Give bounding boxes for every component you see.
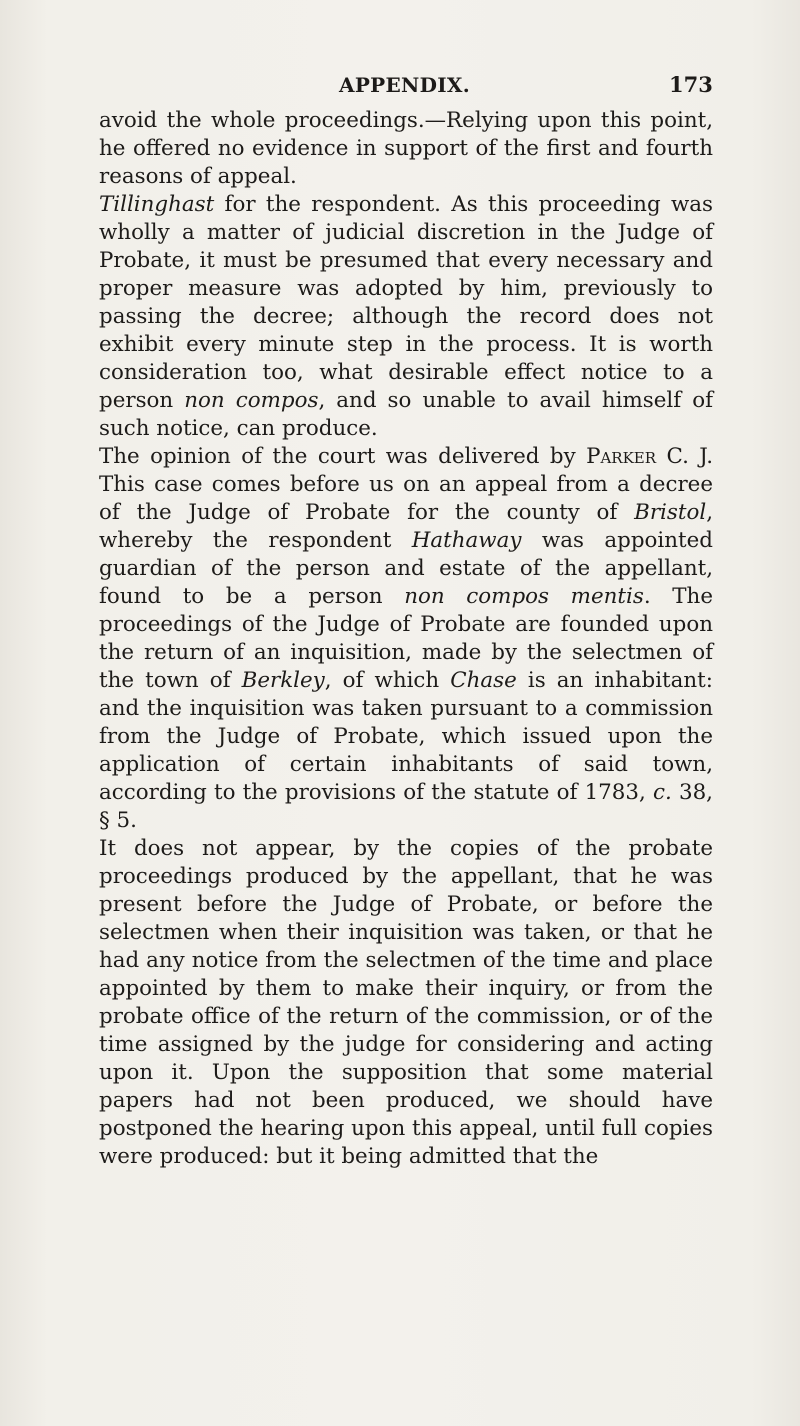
- paragraph-2: [99, 191, 713, 443]
- text-segment: C. J. This case comes before us on an appeal from a decree of the Judge of Probate for the county of: [99, 444, 713, 525]
- italic-term: non compos mentis: [404, 584, 644, 609]
- italic-abbrev: c.: [653, 780, 672, 805]
- text-segment: The opinion of the court was delivered by: [99, 444, 587, 469]
- paragraph-1: [99, 107, 713, 191]
- text-segment: , whereby the respondent: [99, 500, 713, 553]
- text-segment: 38, § 5.: [99, 780, 713, 833]
- italic-name: Hathaway: [411, 528, 522, 553]
- text-segment: . The proceedings of the Judge of Probate are founded upon the return of an inquisition, made by the selectmen of the town of: [99, 584, 713, 693]
- italic-place: Bristol: [634, 500, 707, 525]
- text-segment: avoid the whole proceedings.—Relying upon this point, he offered no evidence in support of the first and fourth reasons of appeal.: [99, 108, 713, 189]
- page-number: 173: [669, 72, 713, 97]
- paragraph-3: [99, 443, 713, 835]
- paragraph-4: [99, 835, 713, 1171]
- text-segment: was appointed guardian of the person and estate of the appellant, found to be a person: [99, 528, 713, 609]
- italic-name: Chase: [450, 668, 517, 693]
- text-segment: for the respondent. As this proceeding was wholly a matter of judicial discretion in the Judge of Probate, it must be presumed that every necessary and proper measure was adopted by him, previously to passing the decree; although the record does not exhibit every minute step in the process. It is worth consideration too, what desirable effect notice to a person: [99, 192, 713, 413]
- running-head: APPENDIX.: [339, 73, 471, 97]
- body-text: [99, 107, 713, 1171]
- text-segment: is an inhabitant: and the inquisition was taken pursuant to a commission from the Judge of Probate, which issued upon the application of certain inhabitants of said town, according to the provisions of the statute of 1783,: [99, 668, 713, 805]
- italic-term: non compos: [184, 388, 319, 413]
- text-segment: It does not appear, by the copies of the probate proceedings produced by the appellant, that he was present before the Judge of Probate, or before the selectmen when their inquisition was taken, or that he had any notice from the selectmen of the time and place appointed by them to make their inquiry, or from the probate office of the return of the commission, or of the time assigned by the judge for considering and acting upon it. Upon the supposition that some material papers had not been produced, we should have postponed the hearing upon this appeal, until full copies were produced: but it being admitted that the: [99, 836, 713, 1169]
- page-header: [0, 70, 800, 100]
- text-segment: , and so unable to avail himself of such notice, can produce.: [99, 388, 713, 441]
- italic-place: Berkley: [241, 668, 325, 693]
- small-caps-name: Parker: [586, 444, 657, 469]
- text-segment: , of which: [324, 668, 451, 693]
- italic-name: Tillinghast: [99, 192, 215, 217]
